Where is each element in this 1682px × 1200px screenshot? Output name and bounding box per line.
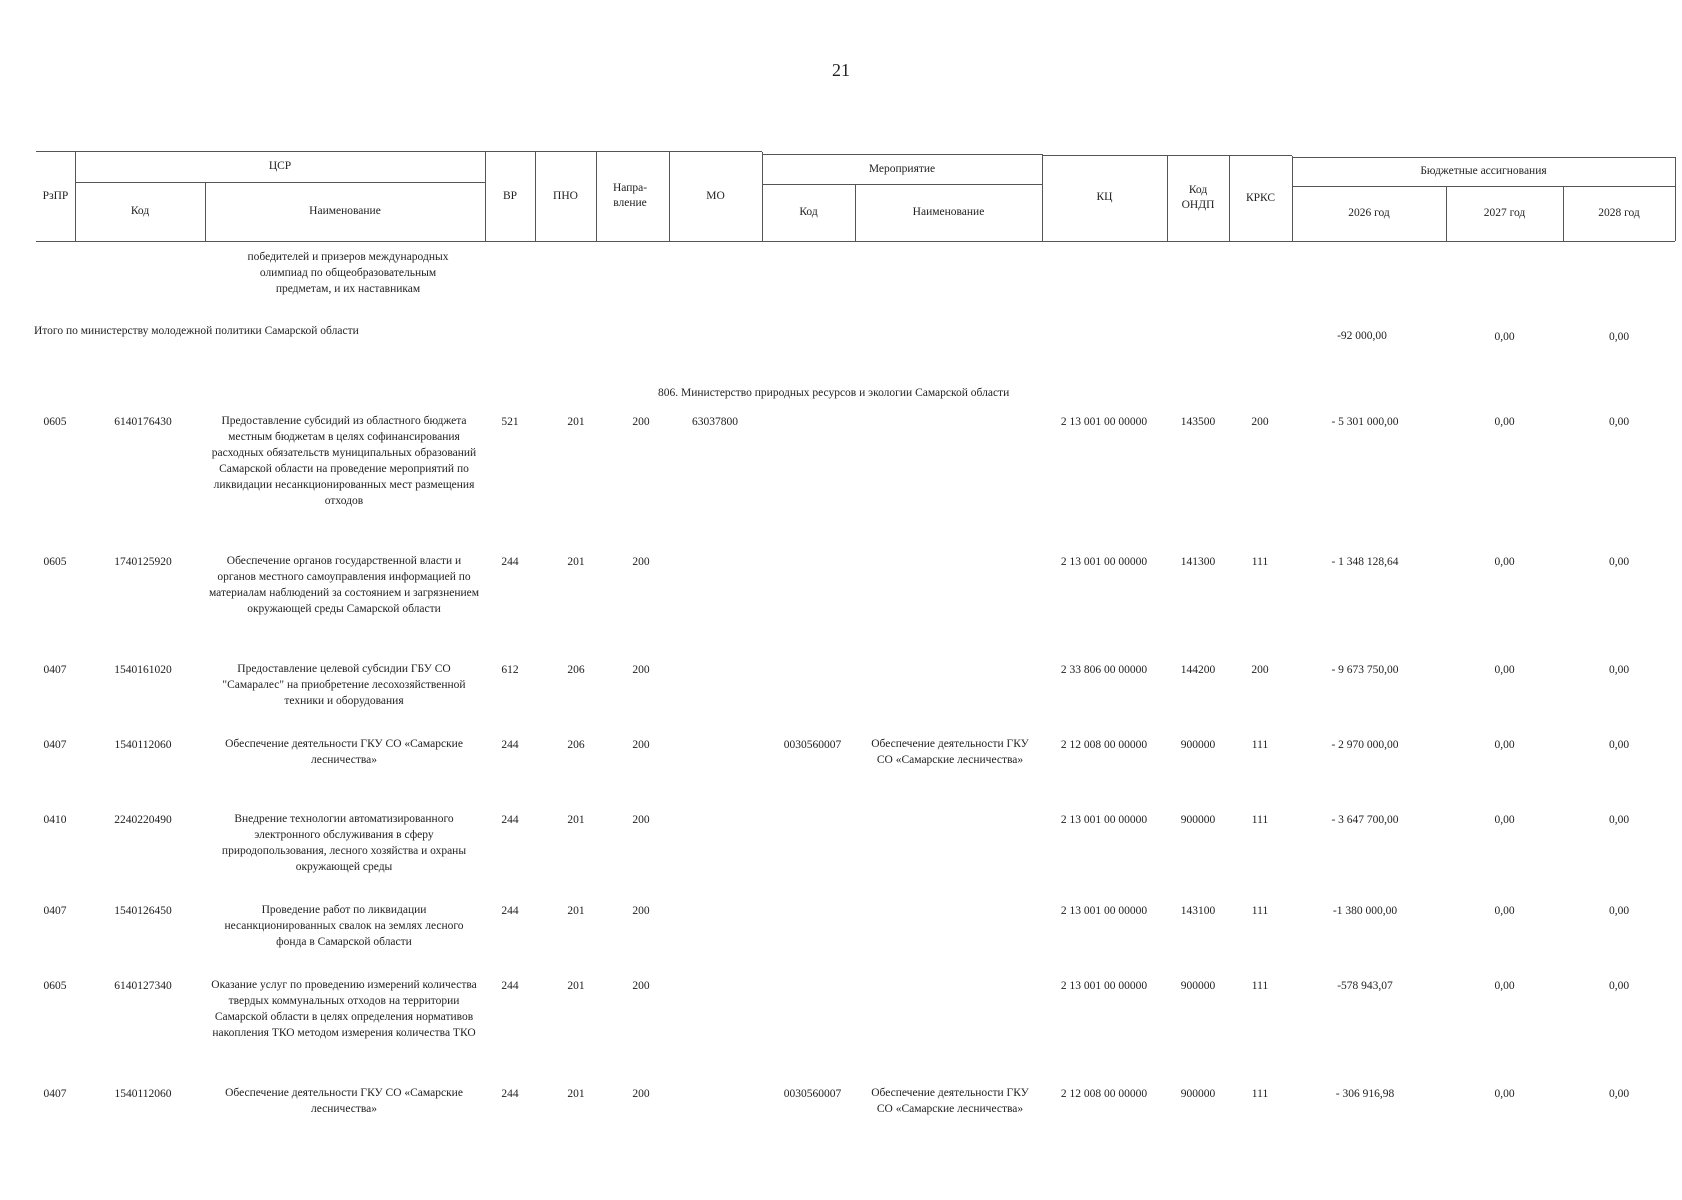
cell-vr: 244 [501,814,519,826]
cell-2027: 0,00 [1494,814,1515,826]
cell-krks: 111 [1251,814,1269,826]
cell-direction: 200 [632,905,650,917]
cell-csr-name: Обеспечение деятельности ГКУ СО «Самарские лесничества» [225,1087,463,1115]
cell-csr-code: 1540112060 [114,739,172,751]
header-event-code: Код [799,206,818,218]
cell-csr-code: 6140176430 [114,416,172,428]
cell-kod-ondp: 144200 [1180,664,1216,676]
header-vr: ВР [502,189,518,202]
cell-csr-name: Проведение работ по ликвидации несанкционированных свалок на землях лесного фонда в Самарской области [224,904,464,948]
cell-kod-ondp: 900000 [1180,980,1216,992]
cell-direction: 200 [632,416,650,428]
header-budget: Бюджетные ассигнования [1420,165,1547,177]
cell-kc: 2 12 008 00 00000 [1060,739,1148,751]
cell-2026: -578 943,07 [1337,980,1393,992]
cell-csr-code: 1540112060 [114,1088,172,1100]
cell-event-name: Обеспечение деятельности ГКУ СО «Самарские лесничества» [871,738,1029,766]
cell-vr: 244 [501,905,519,917]
cell-vr: 244 [501,980,519,992]
cell-csr-code: 1540161020 [114,664,172,676]
subtotal-2027: 0,00 [1494,331,1515,343]
cell-2028: 0,00 [1608,664,1630,676]
cell-pno: 206 [567,664,585,676]
header-mo: МО [706,189,725,202]
header-csr: ЦСР [268,160,292,172]
header-rzpr: РзПР [42,189,69,202]
cell-rzpr: 0407 [43,739,67,751]
cell-kc: 2 12 008 00 00000 [1060,1088,1148,1100]
cell-csr-code: 6140127340 [114,980,172,992]
cell-2027: 0,00 [1494,556,1515,568]
cell-rzpr: 0407 [43,905,67,917]
cell-direction: 200 [632,1088,650,1100]
cell-pno: 206 [567,739,585,751]
cell-csr-name: Внедрение технологии автоматизированного электронного обслуживания в сферу природопользования, лесного хозяйства и охраны окружающей среды [221,813,467,873]
cell-mo: 63037800 [692,416,738,428]
cell-pno: 201 [567,980,585,992]
cell-2026: - 9 673 750,00 [1331,664,1399,676]
cell-direction: 200 [632,556,650,568]
cell-2027: 0,00 [1494,416,1515,428]
cell-krks: 200 [1251,416,1269,428]
cell-krks: 111 [1251,905,1269,917]
cell-vr: 244 [501,556,519,568]
cell-rzpr: 0410 [43,814,67,826]
cell-csr-name: Предоставление субсидий из областного бюджета местным бюджетам в целях софинансирования расходных обязательств муниципальных образований Самарской области на проведение мероприятий по ликвидации несанкционированных мест размещения отходов [211,415,477,507]
header-csr-name: Наименование [309,205,381,217]
cell-kod-ondp: 143100 [1180,905,1216,917]
header-kc: КЦ [1096,191,1113,203]
cell-2028: 0,00 [1608,1088,1630,1100]
cell-2027: 0,00 [1494,664,1515,676]
cell-2027: 0,00 [1494,905,1515,917]
header-direction: Напра-вление [612,182,648,209]
cell-2027: 0,00 [1494,739,1515,751]
cell-pno: 201 [567,814,585,826]
cell-pno: 201 [567,556,585,568]
cell-direction: 200 [632,980,650,992]
cell-kc: 2 13 001 00 00000 [1060,416,1148,428]
cell-csr-name: Обеспечение деятельности ГКУ СО «Самарские лесничества» [225,738,463,766]
cell-direction: 200 [632,814,650,826]
cell-2028: 0,00 [1608,739,1630,751]
cell-csr-name: Обеспечение органов государственной власти и органов местного самоуправления информацией по материалам наблюдений за состоянием и загрязнением окружающей среды Самарской области [208,555,480,615]
header-2028: 2028 год [1598,207,1640,219]
cell-2026: - 5 301 000,00 [1331,416,1399,428]
cell-2028: 0,00 [1608,416,1630,428]
cell-vr: 521 [501,416,519,428]
cell-kod-ondp: 900000 [1180,814,1216,826]
cell-krks: 200 [1251,664,1269,676]
cell-kod-ondp: 900000 [1180,1088,1216,1100]
cell-csr-name: Предоставление целевой субсидии ГБУ СО "Самаралес" на приобретение лесохозяйственной техники и оборудования [222,663,466,707]
cell-2026: - 3 647 700,00 [1331,814,1399,826]
cell-rzpr: 0605 [43,556,67,568]
header-2027: 2027 год [1483,207,1526,219]
cell-rzpr: 0407 [43,1088,67,1100]
cell-2026: - 306 916,98 [1335,1088,1395,1100]
cell-csr-code: 2240220490 [114,814,172,826]
cell-2026: - 1 348 128,64 [1331,556,1399,568]
cell-csr-code: 1540126450 [114,905,172,917]
cell-krks: 111 [1251,980,1269,992]
cell-csr-code: 1740125920 [114,556,172,568]
continuation-text: победителей и призеров международных олимпиад по общеобразовательным предметам, и их наставникам [247,251,449,295]
cell-2027: 0,00 [1494,980,1515,992]
cell-krks: 111 [1251,1088,1269,1100]
cell-2028: 0,00 [1608,556,1630,568]
cell-vr: 244 [501,1088,519,1100]
cell-pno: 201 [567,905,585,917]
cell-rzpr: 0605 [43,416,67,428]
cell-vr: 244 [501,739,519,751]
cell-csr-name: Оказание услуг по проведению измерений количества твердых коммунальных отходов на территории Самарской области в целях определения нормативов накопления ТКО методом измерения количества ТКО [211,979,477,1039]
cell-event-name: Обеспечение деятельности ГКУ СО «Самарские лесничества» [871,1087,1029,1115]
cell-event-code: 0030560007 [783,739,842,751]
cell-rzpr: 0605 [43,980,67,992]
header-pno: ПНО [553,189,578,202]
subtotal-2026: -92 000,00 [1337,330,1387,342]
cell-krks: 111 [1251,556,1269,568]
header-event-name: Наименование [912,206,985,218]
page-number: 21 [832,60,850,80]
cell-pno: 201 [567,1088,585,1100]
cell-2026: -1 380 000,00 [1332,905,1398,917]
cell-2028: 0,00 [1608,980,1630,992]
cell-pno: 201 [567,416,585,428]
header-event: Мероприятие [868,162,936,175]
cell-kc: 2 13 001 00 00000 [1060,556,1148,568]
cell-2028: 0,00 [1608,814,1630,826]
header-kod-ondp: Код ОНДП [1181,184,1215,211]
cell-kod-ondp: 900000 [1180,739,1216,751]
subtotal-2028: 0,00 [1608,331,1630,343]
cell-kc: 2 13 001 00 00000 [1060,814,1148,826]
cell-event-code: 0030560007 [783,1088,842,1100]
header-csr-code: Код [130,205,150,217]
section-title: 806. Министерство природных ресурсов и экологии Самарской области [658,387,1010,399]
cell-kod-ondp: 141300 [1180,556,1216,568]
cell-kod-ondp: 143500 [1180,416,1216,428]
cell-rzpr: 0407 [43,664,67,676]
cell-kc: 2 13 001 00 00000 [1060,980,1148,992]
cell-2026: - 2 970 000,00 [1331,739,1399,751]
cell-direction: 200 [632,739,650,751]
cell-2027: 0,00 [1494,1088,1515,1100]
cell-direction: 200 [632,664,650,676]
header-krks: КРКС [1245,191,1276,204]
cell-2028: 0,00 [1608,905,1630,917]
cell-vr: 612 [501,664,519,676]
cell-kc: 2 13 001 00 00000 [1060,905,1148,917]
cell-kc: 2 33 806 00 00000 [1060,664,1148,676]
header-2026: 2026 год [1348,207,1390,219]
subtotal-label: Итого по министерству молодежной политики Самарской области [34,325,359,337]
cell-krks: 111 [1251,739,1269,751]
